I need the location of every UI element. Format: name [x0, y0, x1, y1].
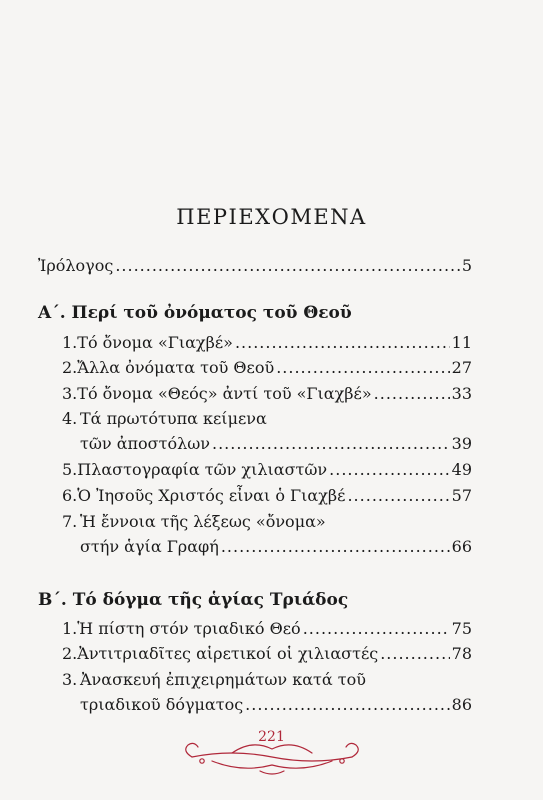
toc-entry — [62, 670, 472, 689]
page-number: 66 — [451, 537, 472, 556]
leader-dots — [374, 384, 450, 403]
page-number: 49 — [451, 460, 472, 479]
entry-text: Τό ὄνομα «Γιαχβέ» — [77, 333, 233, 352]
toc-entry-continuation — [80, 434, 472, 453]
entry-number: 1. — [62, 619, 78, 638]
leader-dots — [245, 695, 449, 714]
entry-number: 6. — [62, 486, 78, 505]
toc-title: ΠΕΡΙΕΧΟΜΕΝΑ — [176, 205, 367, 229]
toc-entry — [62, 644, 472, 663]
entry-number: 3. — [62, 384, 78, 403]
leader-dots — [115, 256, 460, 275]
entry-text: Ἰρόλογος — [38, 256, 114, 275]
entry-text: Ἀντιτριαδῖτες αἱρετικοί οἱ χιλιαστές — [77, 644, 379, 663]
toc-entry — [62, 409, 472, 428]
entry-text: τῶν ἀποστόλων — [80, 434, 210, 453]
entry-text: Ἄλλα ὀνόματα τοῦ Θεοῦ — [77, 358, 275, 377]
leader-dots — [212, 434, 450, 453]
toc-entry — [62, 619, 472, 638]
entry-number: 7. — [62, 512, 78, 531]
page-number: 39 — [451, 434, 472, 453]
leader-dots — [303, 619, 450, 638]
entry-text: Ὁ Ἰησοῦς Χριστός εἶναι ὁ Γιαχβέ — [77, 486, 346, 505]
page-number: 57 — [451, 486, 472, 505]
leader-dots — [221, 537, 450, 556]
entry-text: στήν ἁγία Γραφή — [80, 537, 219, 556]
entry-text: Ἡ πίστη στόν τριαδικό Θεό — [77, 619, 301, 638]
entry-text: Πλαστογραφία τῶν χιλιαστῶν — [77, 460, 328, 479]
entry-text: τριαδικοῦ δόγματος — [80, 695, 244, 714]
leader-dots — [235, 333, 450, 352]
page-number: 11 — [451, 333, 472, 352]
toc-entry-prologue — [38, 256, 472, 275]
folio-page-number: 221 — [258, 729, 285, 745]
toc-entry — [62, 486, 472, 505]
page-number: 33 — [451, 384, 472, 403]
entry-number: 5. — [62, 460, 78, 479]
page-number: 86 — [451, 695, 472, 714]
entry-number: 3. — [62, 670, 78, 689]
toc-entry — [62, 358, 472, 377]
page-number: 5 — [461, 256, 472, 275]
toc-entry — [62, 333, 472, 352]
toc-entry-continuation — [80, 695, 472, 714]
page-number: 27 — [451, 358, 472, 377]
entry-number: 2. — [62, 644, 78, 663]
entry-number: 4. — [62, 409, 78, 428]
toc-entry-continuation — [80, 537, 472, 556]
toc-entry — [62, 512, 472, 531]
entry-text: Τά πρωτότυπα κείμενα — [80, 409, 267, 428]
leader-dots — [276, 358, 449, 377]
folio — [0, 727, 543, 787]
entry-number: 2. — [62, 358, 78, 377]
toc-entry — [62, 384, 472, 403]
entry-text: Ἡ ἔννοια τῆς λέξεως «ὄνομα» — [80, 512, 326, 531]
leader-dots — [329, 460, 449, 479]
leader-dots — [347, 486, 449, 505]
page-number: 75 — [451, 619, 472, 638]
leader-dots — [380, 644, 449, 663]
section-a-heading: Α΄. Περί τοῦ ὀνόματος τοῦ Θεοῦ — [38, 303, 352, 323]
section-b-heading: Β΄. Τό δόγμα τῆς ἁγίας Τριάδος — [38, 590, 349, 610]
page-number: 78 — [451, 644, 472, 663]
entry-text: Τό ὄνομα «Θεός» ἀντί τοῦ «Γιαχβέ» — [77, 384, 372, 403]
entry-text: Ἀνασκευή ἐπιχειρημάτων κατά τοῦ — [80, 670, 366, 689]
toc-entry — [62, 460, 472, 479]
entry-number: 1. — [62, 333, 78, 352]
